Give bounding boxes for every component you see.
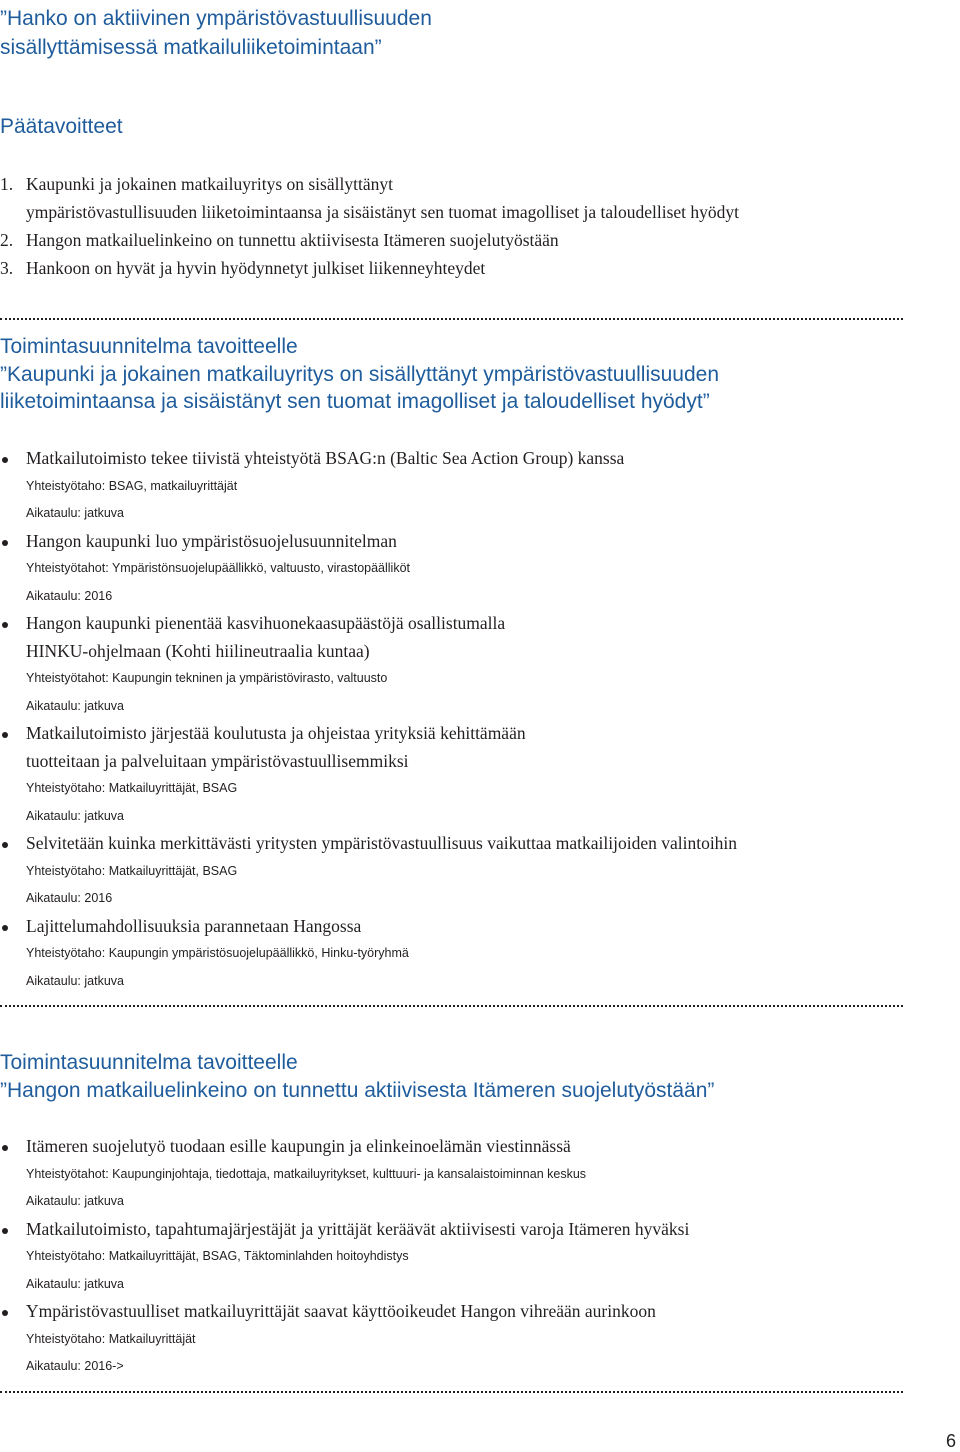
action-partners: Yhteistyötaho: BSAG, matkailuyrittäjät bbox=[26, 478, 238, 493]
dotted-divider bbox=[0, 1391, 903, 1393]
action-schedule: Aikataulu: jatkuva bbox=[26, 973, 124, 988]
main-goal-item bbox=[0, 254, 739, 282]
action-schedule: Aikataulu: 2016 bbox=[26, 891, 113, 905]
action-item bbox=[0, 913, 930, 996]
action-partners: Yhteistyötaho: Matkailuyrittäjät, BSAG bbox=[26, 781, 238, 795]
action-item bbox=[0, 1298, 930, 1381]
action-text: Matkailutoimisto, tapahtumajärjestäjät ja yrittäjät keräävät aktiivisesti varoja Itämeren hyväksi bbox=[26, 1218, 690, 1239]
bullet-icon bbox=[2, 622, 8, 628]
action-text: HINKU-ohjelmaan (Kohti hiilineutraalia kuntaa) bbox=[26, 640, 370, 661]
action-schedule: Aikataulu: jatkuva bbox=[26, 698, 124, 713]
goal-text-line: Hangon matkailuelinkeino on tunnettu aktiivisesta Itämeren suojelutyöstään bbox=[26, 230, 559, 250]
bullet-icon bbox=[2, 1310, 8, 1316]
action-list bbox=[0, 1133, 930, 1381]
bullet-icon bbox=[2, 842, 8, 848]
main-goals-heading: Päätavoitteet bbox=[0, 115, 123, 138]
section-heading bbox=[0, 1049, 940, 1104]
action-text: Selvitetään kuinka merkittävästi yritysten ympäristövastuullisuus vaikuttaa matkailijoiden valintoihin bbox=[26, 833, 738, 853]
action-text: Hangon kaupunki pienentää kasvihuonekaasupäästöjä osallistumalla bbox=[26, 613, 506, 633]
goal-text-line: Kaupunki ja jokainen matkailuyritys on sisällyttänyt bbox=[26, 174, 393, 194]
action-partners: Yhteistyötaho: Matkailuyrittäjät bbox=[26, 1331, 196, 1346]
main-goal-item bbox=[0, 170, 739, 226]
goal-number: 1. bbox=[0, 174, 14, 194]
section-heading bbox=[0, 333, 940, 416]
action-text: Ympäristövastuulliset matkailuyrittäjät saavat käyttöoikeudet Hangon vihreään aurinkoon bbox=[26, 1301, 656, 1321]
dotted-divider bbox=[0, 318, 903, 320]
action-item bbox=[0, 528, 930, 611]
action-schedule: Aikataulu: jatkuva bbox=[26, 1194, 124, 1208]
action-text: tuotteitaan ja palveluitaan ympäristövastuullisemmiksi bbox=[26, 750, 409, 771]
section-heading-line: ”Hangon matkailuelinkeino on tunnettu aktiivisesta Itämeren suojelutyöstään” bbox=[0, 1078, 715, 1102]
action-item bbox=[0, 1133, 930, 1216]
dotted-divider bbox=[0, 1005, 903, 1007]
bullet-icon bbox=[2, 540, 8, 546]
action-partners: Yhteistyötahot: Kaupunginjohtaja, tiedottaja, matkailuyritykset, kulttuuri- ja kansalaistoiminnan keskus bbox=[26, 1166, 587, 1181]
action-partners: Yhteistyötahot: Kaupungin tekninen ja ympäristövirasto, valtuusto bbox=[26, 671, 388, 685]
action-text: Matkailutoimisto järjestää koulutusta ja ohjeistaa yrityksiä kehittämään bbox=[26, 723, 526, 743]
document-title bbox=[0, 4, 700, 62]
bullet-icon bbox=[2, 1228, 8, 1234]
title-line: ”Hanko on aktiivinen ympäristövastuullisuuden bbox=[0, 7, 432, 30]
section-heading-line: liiketoimintaansa ja sisäistänyt sen tuomat imagolliset ja taloudelliset hyödyt” bbox=[0, 390, 710, 413]
bullet-icon bbox=[2, 1145, 8, 1151]
section-heading-line: ”Kaupunki ja jokainen matkailuyritys on sisällyttänyt ympäristövastuullisuuden bbox=[0, 362, 720, 386]
action-item bbox=[0, 445, 930, 528]
action-schedule: Aikataulu: 2016 bbox=[26, 588, 113, 603]
action-text: Lajittelumahdollisuuksia parannetaan Hangossa bbox=[26, 915, 362, 936]
action-item bbox=[0, 830, 930, 913]
action-list bbox=[0, 445, 930, 995]
goal-text-line: ympäristövastullisuuden liiketoimintaansa ja sisäistänyt sen tuomat imagolliset ja taloudelliset hyödyt bbox=[26, 202, 740, 222]
bullet-icon bbox=[2, 925, 8, 931]
action-schedule: Aikataulu: jatkuva bbox=[26, 808, 124, 823]
page-number: 6 bbox=[945, 1431, 956, 1451]
action-text: Matkailutoimisto tekee tiivistä yhteistyötä BSAG:n (Baltic Sea Action Group) kanssa bbox=[26, 448, 625, 468]
title-line: sisällyttämisessä matkailuliiketoimintaan” bbox=[0, 36, 382, 59]
action-partners: Yhteistyötahot: Ympäristönsuojelupäällikkö, valtuusto, virastopäälliköt bbox=[26, 561, 411, 575]
action-item bbox=[0, 720, 930, 830]
goal-number: 3. bbox=[0, 258, 14, 278]
goal-number: 2. bbox=[0, 230, 14, 250]
action-partners: Yhteistyötaho: Matkailuyrittäjät, BSAG, Täktominlahden hoitoyhdistys bbox=[26, 1249, 409, 1263]
section-heading-line: Toimintasuunnitelma tavoitteelle bbox=[0, 1051, 298, 1074]
action-partners: Yhteistyötaho: Matkailuyrittäjät, BSAG bbox=[26, 863, 238, 878]
action-item bbox=[0, 610, 930, 720]
section-heading-line: Toimintasuunnitelma tavoitteelle bbox=[0, 335, 298, 358]
action-schedule: Aikataulu: jatkuva bbox=[26, 506, 124, 520]
main-goals-list bbox=[0, 170, 739, 282]
bullet-icon bbox=[2, 457, 8, 463]
action-schedule: Aikataulu: jatkuva bbox=[26, 1276, 124, 1291]
action-partners: Yhteistyötaho: Kaupungin ympäristösuojelupäällikkö, Hinku-työryhmä bbox=[26, 946, 409, 960]
action-text: Itämeren suojelutyö tuodaan esille kaupungin ja elinkeinoelämän viestinnässä bbox=[26, 1136, 571, 1156]
main-goal-item bbox=[0, 226, 739, 254]
action-item bbox=[0, 1216, 930, 1299]
bullet-icon bbox=[2, 732, 8, 738]
action-schedule: Aikataulu: 2016-> bbox=[26, 1359, 124, 1373]
goal-text-line: Hankoon on hyvät ja hyvin hyödynnetyt julkiset liikenneyhteydet bbox=[26, 258, 486, 278]
action-text: Hangon kaupunki luo ympäristösuojelusuunnitelman bbox=[26, 530, 397, 551]
